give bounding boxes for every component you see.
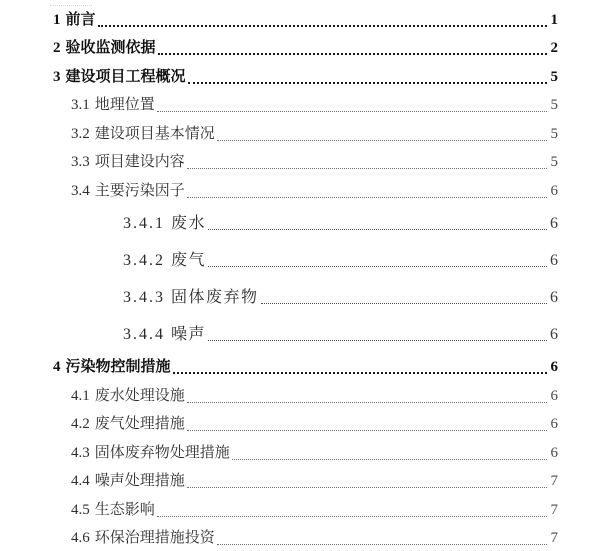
toc-entry[interactable] xyxy=(53,279,558,316)
toc-entry[interactable] xyxy=(53,62,558,91)
toc-entry-title: 固体废弃物处理措施 xyxy=(94,444,230,461)
toc-entry[interactable] xyxy=(53,467,558,496)
toc-entry-page: 5 xyxy=(550,154,558,170)
toc-entry-number: 3.4.3 xyxy=(123,288,165,306)
toc-entry-title: 噪声 xyxy=(171,325,207,343)
toc-entry-page: 6 xyxy=(550,251,558,269)
toc-entry-number: 4.4 xyxy=(71,473,90,489)
toc-entry[interactable] xyxy=(53,495,558,524)
toc-entry-page: 5 xyxy=(550,97,558,113)
toc-entry[interactable] xyxy=(53,381,558,410)
toc-entry-page: 6 xyxy=(550,444,558,461)
toc-entry[interactable] xyxy=(53,119,558,148)
toc-entry[interactable] xyxy=(53,34,558,63)
toc-entry-number: 3.4.2 xyxy=(123,251,165,269)
toc-entry[interactable] xyxy=(53,242,558,279)
toc-entry-page: 6 xyxy=(550,288,558,306)
dot-leader xyxy=(157,111,547,112)
table-of-contents xyxy=(53,5,558,551)
toc-entry-page: 6 xyxy=(550,325,558,343)
toc-entry-title: 建设项目工程概况 xyxy=(65,68,186,85)
toc-entry-number: 1 xyxy=(53,11,61,28)
toc-entry-number: 4 xyxy=(53,359,61,375)
dot-leader xyxy=(187,168,547,169)
dot-leader xyxy=(187,197,547,198)
toc-entry-number: 3.4 xyxy=(71,182,90,199)
toc-entry[interactable] xyxy=(53,5,558,34)
toc-entry-number: 3.2 xyxy=(71,125,90,142)
toc-entry-page: 7 xyxy=(550,473,558,489)
toc-entry[interactable] xyxy=(53,148,558,177)
toc-entry-title: 主要污染因子 xyxy=(94,182,185,199)
toc-entry-page: 6 xyxy=(550,214,558,232)
toc-entry-number: 4.3 xyxy=(71,444,90,461)
toc-entry-title: 固体废弃物 xyxy=(171,288,259,306)
dot-leader xyxy=(217,140,547,141)
toc-entry-title: 环保治理措施投资 xyxy=(94,530,215,546)
toc-entry-number: 3.1 xyxy=(71,97,90,113)
toc-entry-number: 3.4.4 xyxy=(123,325,165,343)
dot-leader xyxy=(187,430,547,431)
toc-entry[interactable] xyxy=(53,205,558,242)
toc-entry[interactable] xyxy=(53,438,558,467)
toc-entry-number: 2 xyxy=(53,40,61,56)
dot-leader xyxy=(187,487,547,488)
dot-leader xyxy=(188,82,547,84)
toc-entry-page: 6 xyxy=(550,416,558,432)
toc-entry-page: 6 xyxy=(550,359,558,375)
toc-entry-title: 前言 xyxy=(65,11,96,28)
toc-entry[interactable] xyxy=(53,91,558,120)
dot-leader xyxy=(173,372,547,374)
toc-entry-number: 3 xyxy=(53,68,61,85)
toc-entry-page: 2 xyxy=(550,40,558,56)
toc-entry-page: 7 xyxy=(550,530,558,546)
toc-entry[interactable] xyxy=(53,176,558,205)
toc-entry-title: 废水 xyxy=(171,214,207,232)
toc-entry-number: 3.4.1 xyxy=(123,214,165,232)
dot-leader xyxy=(208,340,547,341)
toc-entry-number: 4.5 xyxy=(71,501,90,518)
toc-entry-title: 污染物控制措施 xyxy=(65,359,171,375)
dot-leader xyxy=(98,25,547,27)
toc-entry-title: 建设项目基本情况 xyxy=(94,125,215,142)
toc-entry-number: 4.1 xyxy=(71,387,90,404)
toc-entry-title: 生态影响 xyxy=(94,501,155,518)
toc-entry-title: 废气处理措施 xyxy=(94,416,185,432)
toc-entry-page: 5 xyxy=(550,125,558,142)
toc-entry-title: 废气 xyxy=(171,251,207,269)
dot-leader xyxy=(261,303,547,304)
toc-entry[interactable] xyxy=(53,316,558,353)
toc-entry[interactable] xyxy=(53,524,558,551)
toc-entry-number: 4.6 xyxy=(71,530,90,546)
toc-entry-title: 验收监测依据 xyxy=(65,40,156,56)
toc-entry-title: 地理位置 xyxy=(94,97,155,113)
dot-leader xyxy=(208,229,547,230)
toc-entry-title: 项目建设内容 xyxy=(94,154,185,170)
toc-entry-page: 6 xyxy=(550,182,558,199)
dot-leader xyxy=(158,53,547,55)
toc-entry-page: 7 xyxy=(550,501,558,518)
toc-entry-page: 6 xyxy=(550,387,558,404)
dot-leader xyxy=(187,402,547,403)
toc-entry-title: 废水处理设施 xyxy=(94,387,185,404)
dot-leader xyxy=(157,516,547,517)
dot-leader xyxy=(208,266,547,267)
toc-entry-page: 5 xyxy=(550,68,558,85)
toc-entry-number: 4.2 xyxy=(71,416,90,432)
toc-entry-page: 1 xyxy=(550,11,558,28)
toc-entry-title: 噪声处理措施 xyxy=(94,473,185,489)
dot-leader xyxy=(232,459,547,460)
toc-entry-number: 3.3 xyxy=(71,154,90,170)
toc-entry[interactable] xyxy=(53,410,558,439)
dot-leader xyxy=(217,544,547,545)
toc-entry[interactable] xyxy=(53,353,558,382)
